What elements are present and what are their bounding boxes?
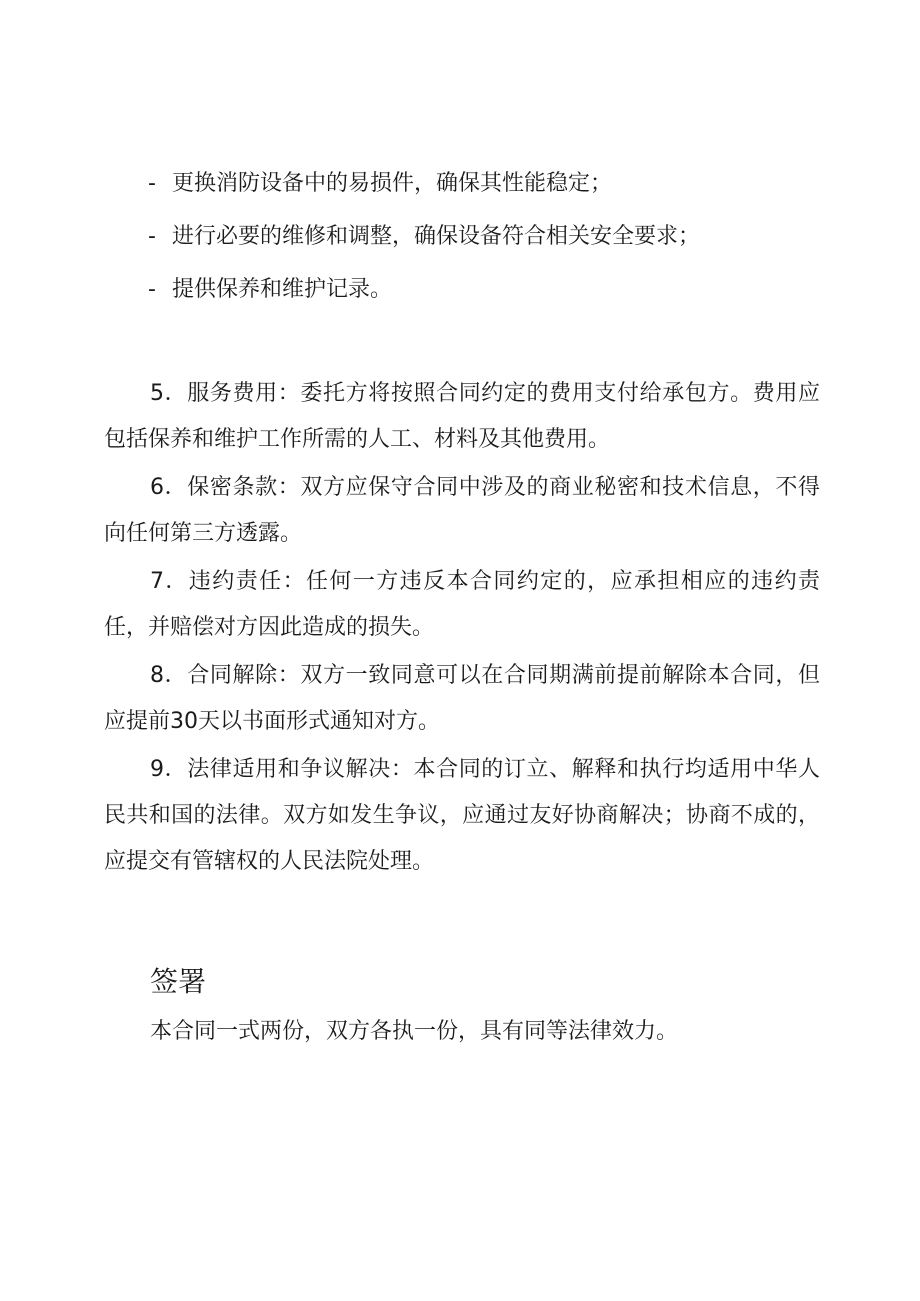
signature-statement: 本合同一式两份，双方各执一份，具有同等法律效力。 (150, 1019, 679, 1044)
list-item (148, 170, 828, 198)
list-item (148, 276, 828, 304)
list-item-text: 提供保养和维护记录。 (172, 277, 393, 302)
clause-breach-liability: 7．违约责任：任何一方违反本合同约定的，应承担相应的违约责任，并赔偿对方因此造成的损失。 (104, 569, 820, 640)
signature-section-title: 签署 (150, 965, 207, 998)
list-item (148, 223, 828, 251)
list-dash: - (148, 224, 156, 249)
contract-clauses (104, 371, 820, 887)
maintenance-task-list (148, 170, 828, 329)
clause-termination: 8．合同解除：双方一致同意可以在合同期满前提前解除本合同，但应提前30天以书面形式通知对方。 (104, 663, 820, 734)
clause-governing-law: 9．法律适用和争议解决：本合同的订立、解释和执行均适用中华人民共和国的法律。双方如发生争议，应通过友好协商解决；协商不成的，应提交有管辖权的人民法院处理。 (104, 757, 820, 874)
list-dash: - (148, 277, 156, 302)
list-item-text: 进行必要的维修和调整，确保设备符合相关安全要求； (172, 224, 701, 249)
list-dash: - (148, 171, 156, 196)
clause-confidentiality: 6．保密条款：双方应保守合同中涉及的商业秘密和技术信息，不得向任何第三方透露。 (104, 475, 820, 546)
list-item-text: 更换消防设备中的易损件，确保其性能稳定； (172, 171, 613, 196)
clause-service-fee: 5．服务费用：委托方将按照合同约定的费用支付给承包方。费用应包括保养和维护工作所需的人工、材料及其他费用。 (104, 381, 820, 452)
